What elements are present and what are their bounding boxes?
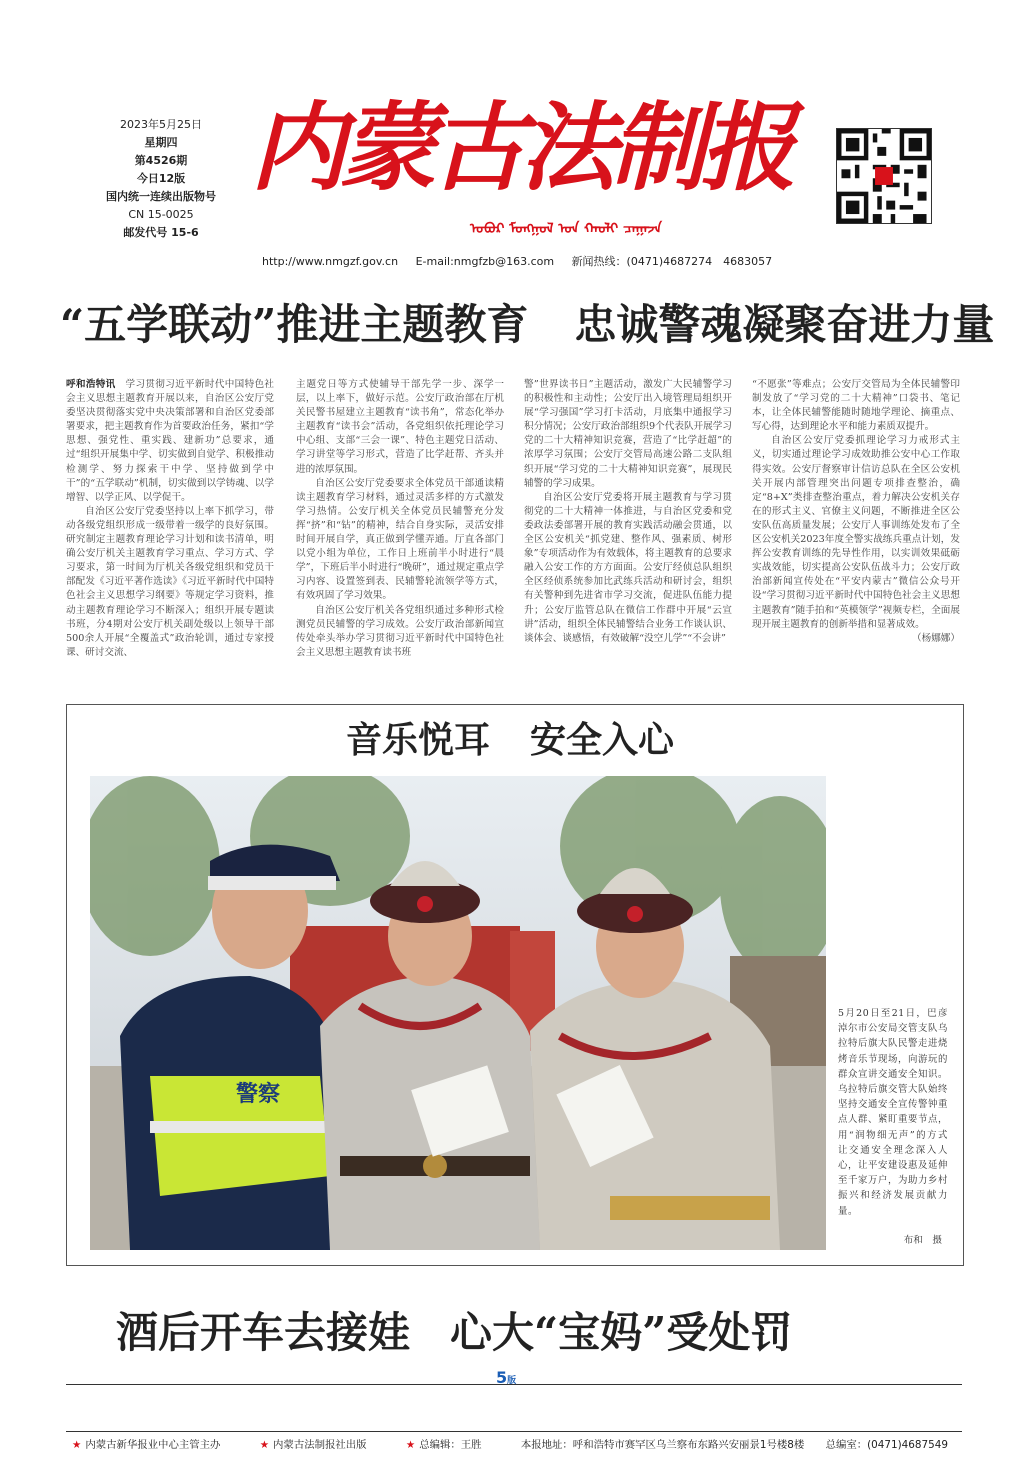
footer-publisher: 内蒙古法制报社出版	[273, 1439, 367, 1451]
qr-code-icon	[836, 128, 932, 224]
postal-code: 邮发代号 15-6	[123, 226, 199, 239]
lead-article	[66, 378, 966, 696]
article-paragraph: 自治区公安厅党委将开展主题教育与学习贯彻党的二十大精神一体推进，与自治区党委和党委政法委部署开展的教育实践活动融会贯通，以全区公安机关“抓党建、整作风、强素质、树形象”专项活动作为有效载体，将主题教育的总要求融入公安工作的方方面面。公安厅经侦总队组织全区经侦系统参加比武练兵活动和研讨会，组织有关警种到先进省市学习交流，促进队伍能力提升；公安厅监管总队在微信工作群中开展“云宣讲”活动，组织全体民辅警结合业务工作谈认识、谈体会、谈感悟，有效破解“没空儿学”“不会讲”	[524, 491, 732, 644]
second-headline-part2: 心大“宝妈”受处罚	[450, 1308, 793, 1357]
photo-caption: 5月20日至21日，巴彦淖尔市公安局交管支队乌拉特后旗大队民警走进烧烤音乐节现场，向游玩的群众宣讲交通安全知识。乌拉特后旗交管大队始终坚持交通安全宣传警钟重点人群、紧盯重要节点，用“润物细无声”的方式让交通安全理念深入人心，让平安建设惠及延伸至千家万户，为助力乡村振兴和经济发展贡献力量。	[838, 1008, 948, 1217]
issue-date: 2023年5月25日	[120, 118, 202, 131]
news-photo	[90, 776, 826, 1250]
photo-headline-part2: 安全入心	[530, 719, 675, 761]
article-signature: （杨娜娜）	[912, 632, 960, 644]
email-link[interactable]: E-mail:nmgfzb@163.com	[415, 255, 555, 268]
hotline: 新闻热线：(0471)4687274 4683057	[571, 255, 773, 268]
cn-number: CN 15-0025	[128, 208, 194, 221]
issue-weekday: 星期四	[144, 136, 178, 149]
dateline: 呼和浩特讯	[66, 379, 116, 390]
article-paragraph: “不愿张”等难点；公安厅交管局为全体民辅警印制发放了“学习党的二十大精神”口袋书、笔记本，让全体民辅警能随时随地学理论、摘重点、写心得，达到理论水平和能力素质双提升。	[752, 379, 960, 433]
lead-headline	[60, 292, 995, 352]
article-paragraph: 主题党日等方式使辅导干部先学一步、深学一层，以上率下，做好示范。公安厅政治部在厅机关民警书屋建立主题教育“读书角”，常态化举办主题教育“读书会”活动，各党组织依托理论学习中心组、支部“三会一课”、特色主题党日活动、学习讲堂等学习形式，营造了比学赶帮、齐头并进的浓厚氛围。	[296, 379, 504, 475]
second-headline-part1: 酒后开车去接娃	[116, 1308, 411, 1357]
contact-line	[262, 253, 786, 269]
vest-text: 警察	[236, 1082, 281, 1107]
photo-credit: 布和 摄	[903, 1235, 942, 1246]
article-paragraph: 自治区公安厅机关各党组织通过多种形式检测党员民辅警的学习成效。公安厅政治部新闻宣传处牵头举办学习贯彻习近平新时代中国特色社会主义思想主题教育读书班	[296, 604, 504, 658]
star-icon: ★	[405, 1439, 416, 1451]
footer-address: 本报地址：呼和浩特市赛罕区乌兰察布东路兴安丽景1号楼8楼	[520, 1439, 805, 1451]
star-icon: ★	[259, 1439, 270, 1451]
issue-number: 第4526期	[134, 154, 188, 167]
footer-sponsor: 内蒙古新华报业中心主管主办	[85, 1439, 221, 1451]
footer-editor: 总编辑：王胜	[419, 1439, 482, 1451]
lead-headline-sub: 忠诚警魂凝聚奋进力量	[574, 300, 995, 349]
mongolian-title: ᠤᠪᠤᠷ ᠮᠤᠩᠭᠤᠯ ᠤᠨ ᠬᠠᠤᠯᠢ ᠴᠠᠭᠠᠵᠠ	[470, 221, 663, 237]
page-number-value: 5	[496, 1368, 508, 1387]
article-column-4	[752, 378, 960, 696]
issue-pages: 今日12版	[136, 172, 186, 185]
page-number-suffix: 版	[507, 1376, 517, 1386]
footer-rule	[66, 1384, 962, 1432]
article-column-2	[296, 378, 504, 696]
article-paragraph: 学习贯彻习近平新时代中国特色社会主义思想主题教育开展以来，自治区公安厅党委坚决贯彻落实党中央决策部署和自治区党委部署要求，把主题教育作为首要政治任务，紧扣“学思想、强党性、重实践、建新功”总要求，通过“组织开展集中学、切实做到自觉学、积极推动检测学、努力探索干中学、坚持做到学中干”的“五学联动”机制，切实做到以学铸魂、以学增智、以学正风、以学促干。	[66, 379, 274, 503]
article-column-1	[66, 378, 274, 696]
second-headline	[116, 1300, 916, 1360]
article-column-3	[524, 378, 732, 696]
issue-meta	[86, 116, 236, 242]
footer	[72, 1436, 966, 1451]
star-icon: ★	[72, 1439, 82, 1451]
footer-office: 总编室：(0471)4687549	[825, 1439, 948, 1451]
website-link[interactable]: http://www.nmgzf.gov.cn	[262, 255, 399, 268]
lead-headline-main: “五学联动”推进主题教育	[60, 300, 529, 349]
article-paragraph: 自治区公安厅党委坚持以上率下抓学习，带动各级党组织形成一级带着一级学的良好氛围。研究制定主题教育理论学习计划和读书清单，明确公安厅机关主题教育学习重点、学习方式、学习要求，第一时间为厅机关各级党组织和党员干部配发《习近平著作选读》《习近平新时代中国特色社会主义思想学习纲要》等规定学习资料，推动主题教育理论学习不断深入；组织开展专题读书班，分4期对公安厅机关副处级以上领导干部500余人开展“全覆盖式”政治轮训，通过专家授课、研讨交流、	[66, 505, 274, 658]
photo-story-headline	[230, 712, 790, 763]
article-paragraph: 自治区公安厅党委要求全体党员干部通读精读主题教育学习材料，通过灵活多样的方式激发学习热情。公安厅机关全体党员民辅警充分发挥“挤”和“钻”的精神，结合自身实际，灵活安排时间开展自学，真正做到学懂弄通。厅直各部门以党小组为单位，工作日上班前半小时进行“晨学”，下班后半小时进行“晚研”，通过规定重点学习内容、设置签到表、民辅警轮流领学等方式，有效巩固了学习效果。	[296, 477, 504, 602]
photo-headline-part1: 音乐悦耳	[345, 719, 490, 761]
newspaper-logo: 内蒙古法制报	[250, 91, 790, 204]
article-paragraph: 自治区公安厅党委抓理论学习力戒形式主义，切实通过理论学习成效助推公安中心工作取得实效。公安厅督察审计信访总队在全区公安机关开展内部管理突出问题专项排查整治，确定“8+X”类排查整治重点，着力解决公安机关存在的形式主义、官僚主义问题，不断推进全区公安队伍高质量发展；公安厅人事训练处发布了全区公安机关2023年度全警实战练兵重点计划，发挥公安教育训练的先导性作用，以实训效果砥砺实战效能，切实提高公安队伍战斗力；公安厅政治部新闻宣传处在“平安内蒙古”微信公众号开设“学习贯彻习近平新时代中国特色社会主义思想主题教育”随手拍和“英模领学”视频专栏，全面展现开展主题教育的创新举措和显著成效。	[752, 435, 960, 630]
publication-label: 国内统一连续出版物号	[106, 190, 216, 203]
article-paragraph: 警”世界读书日”主题活动，激发广大民辅警学习的积极性和主动性；公安厅出入境管理局组织开展“学习强国”学习打卡活动，月底集中通报学习积分情况；公安厅政治部组织9个代表队开展学习党的二十大精神知识竞赛，营造了“比学赶超”的浓厚学习氛围；公安厅交管局高速公路二支队组织开展“学习党的二十大精神知识竞赛”，展现民辅警的学习成果。	[524, 379, 732, 489]
